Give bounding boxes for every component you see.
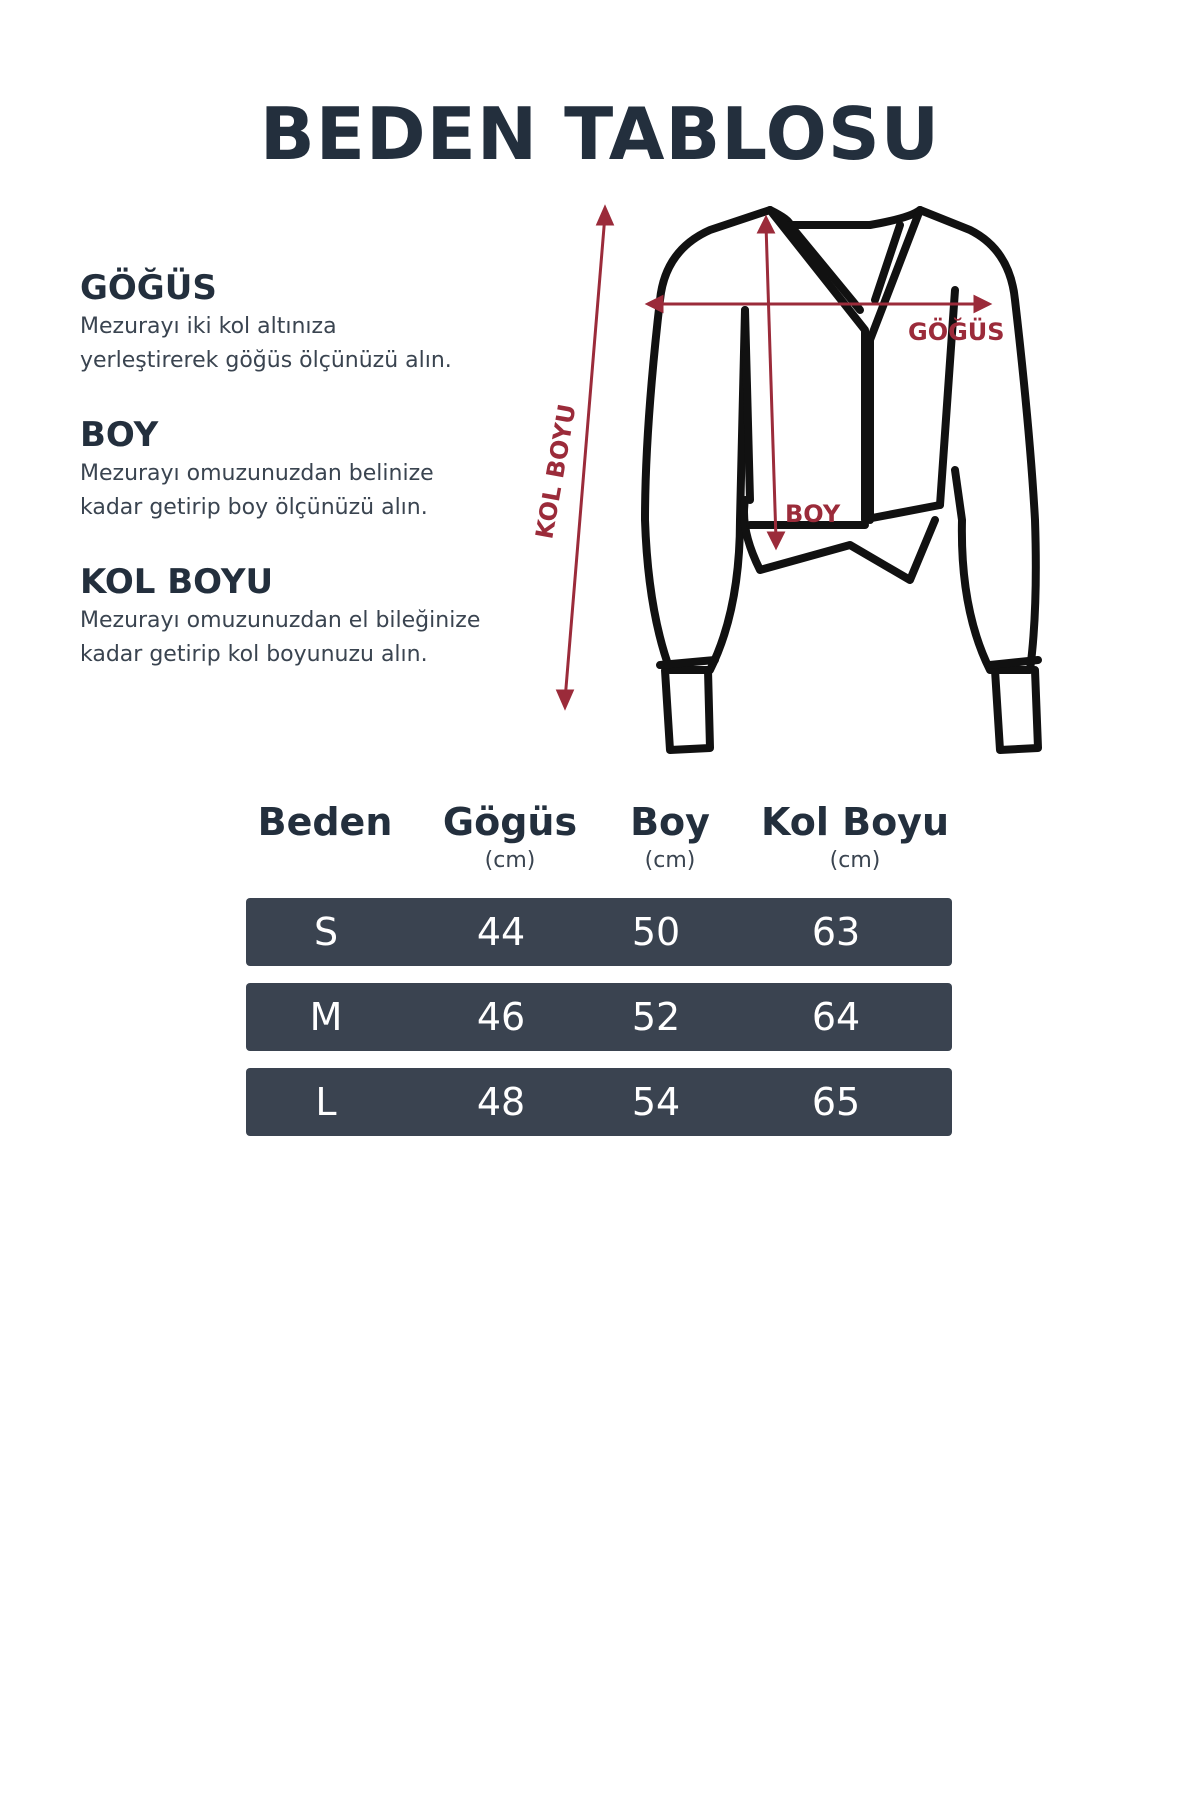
section-heading: BOY [80, 415, 159, 455]
cell-length: 54 [631, 1080, 681, 1124]
cardigan-diagram [530, 190, 1090, 760]
chest-label: GÖĞÜS [908, 318, 1005, 346]
header-unit: (cm) [484, 848, 536, 873]
length-label: BOY [785, 500, 841, 528]
arrow-down-icon [558, 691, 572, 707]
size-table-header [0, 800, 1200, 890]
cell-length: 52 [631, 995, 681, 1039]
section-text [80, 310, 600, 378]
cell-size: S [313, 910, 339, 954]
header-unit: (cm) [644, 848, 696, 873]
arrow-up-icon [759, 218, 773, 232]
cell-chest: 46 [476, 995, 526, 1039]
section-text-line: yerleştirerek göğüs ölçünüzü alın. [80, 348, 452, 373]
cell-chest: 48 [476, 1080, 526, 1124]
cell-size: L [315, 1080, 337, 1124]
section-text-line: Mezurayı iki kol altınıza [80, 314, 337, 339]
cardigan-illustration [530, 190, 1090, 760]
section-text-line: Mezurayı omuzunuzdan el bileğinize [80, 608, 481, 633]
page-title: BEDEN TABLOSU [259, 92, 941, 176]
arrow-left-icon [648, 297, 662, 311]
table-row [246, 983, 952, 1051]
cell-length: 50 [631, 910, 681, 954]
cell-chest: 44 [476, 910, 526, 954]
header-unit: (cm) [829, 848, 881, 873]
section-heading: KOL BOYU [80, 562, 274, 602]
section-text [80, 457, 600, 525]
table-row [246, 898, 952, 966]
section-chest [80, 268, 600, 378]
section-heading: GÖĞÜS [80, 268, 217, 308]
section-length [80, 415, 600, 525]
cardigan-outline [645, 210, 1038, 750]
cell-sleeve: 65 [811, 1080, 861, 1124]
sleeve-label: KOL BOYU [530, 401, 582, 542]
section-text [80, 604, 600, 672]
header-sleeve [745, 800, 965, 873]
arrow-right-icon [975, 297, 989, 311]
section-text-line: kadar getirip boy ölçünüzü alın. [80, 495, 428, 520]
cell-sleeve: 63 [811, 910, 861, 954]
cell-sleeve: 64 [811, 995, 861, 1039]
header-chest [430, 800, 590, 873]
header-label: Kol Boyu [760, 800, 950, 844]
section-sleeve [80, 562, 600, 672]
length-measure-line [766, 225, 776, 540]
header-size [240, 800, 410, 844]
measurement-arrows [558, 208, 989, 707]
section-text-line: Mezurayı omuzunuzdan belinize [80, 461, 434, 486]
header-label: Boy [630, 800, 710, 844]
header-label: Gögüs [442, 800, 578, 844]
table-row [246, 1068, 952, 1136]
section-text-line: kadar getirip kol boyunuzu alın. [80, 642, 428, 667]
header-length [600, 800, 740, 873]
header-label: Beden [257, 800, 393, 844]
arrow-up-icon [598, 208, 612, 224]
cell-size: M [309, 995, 343, 1039]
arrow-down-icon [769, 533, 783, 547]
